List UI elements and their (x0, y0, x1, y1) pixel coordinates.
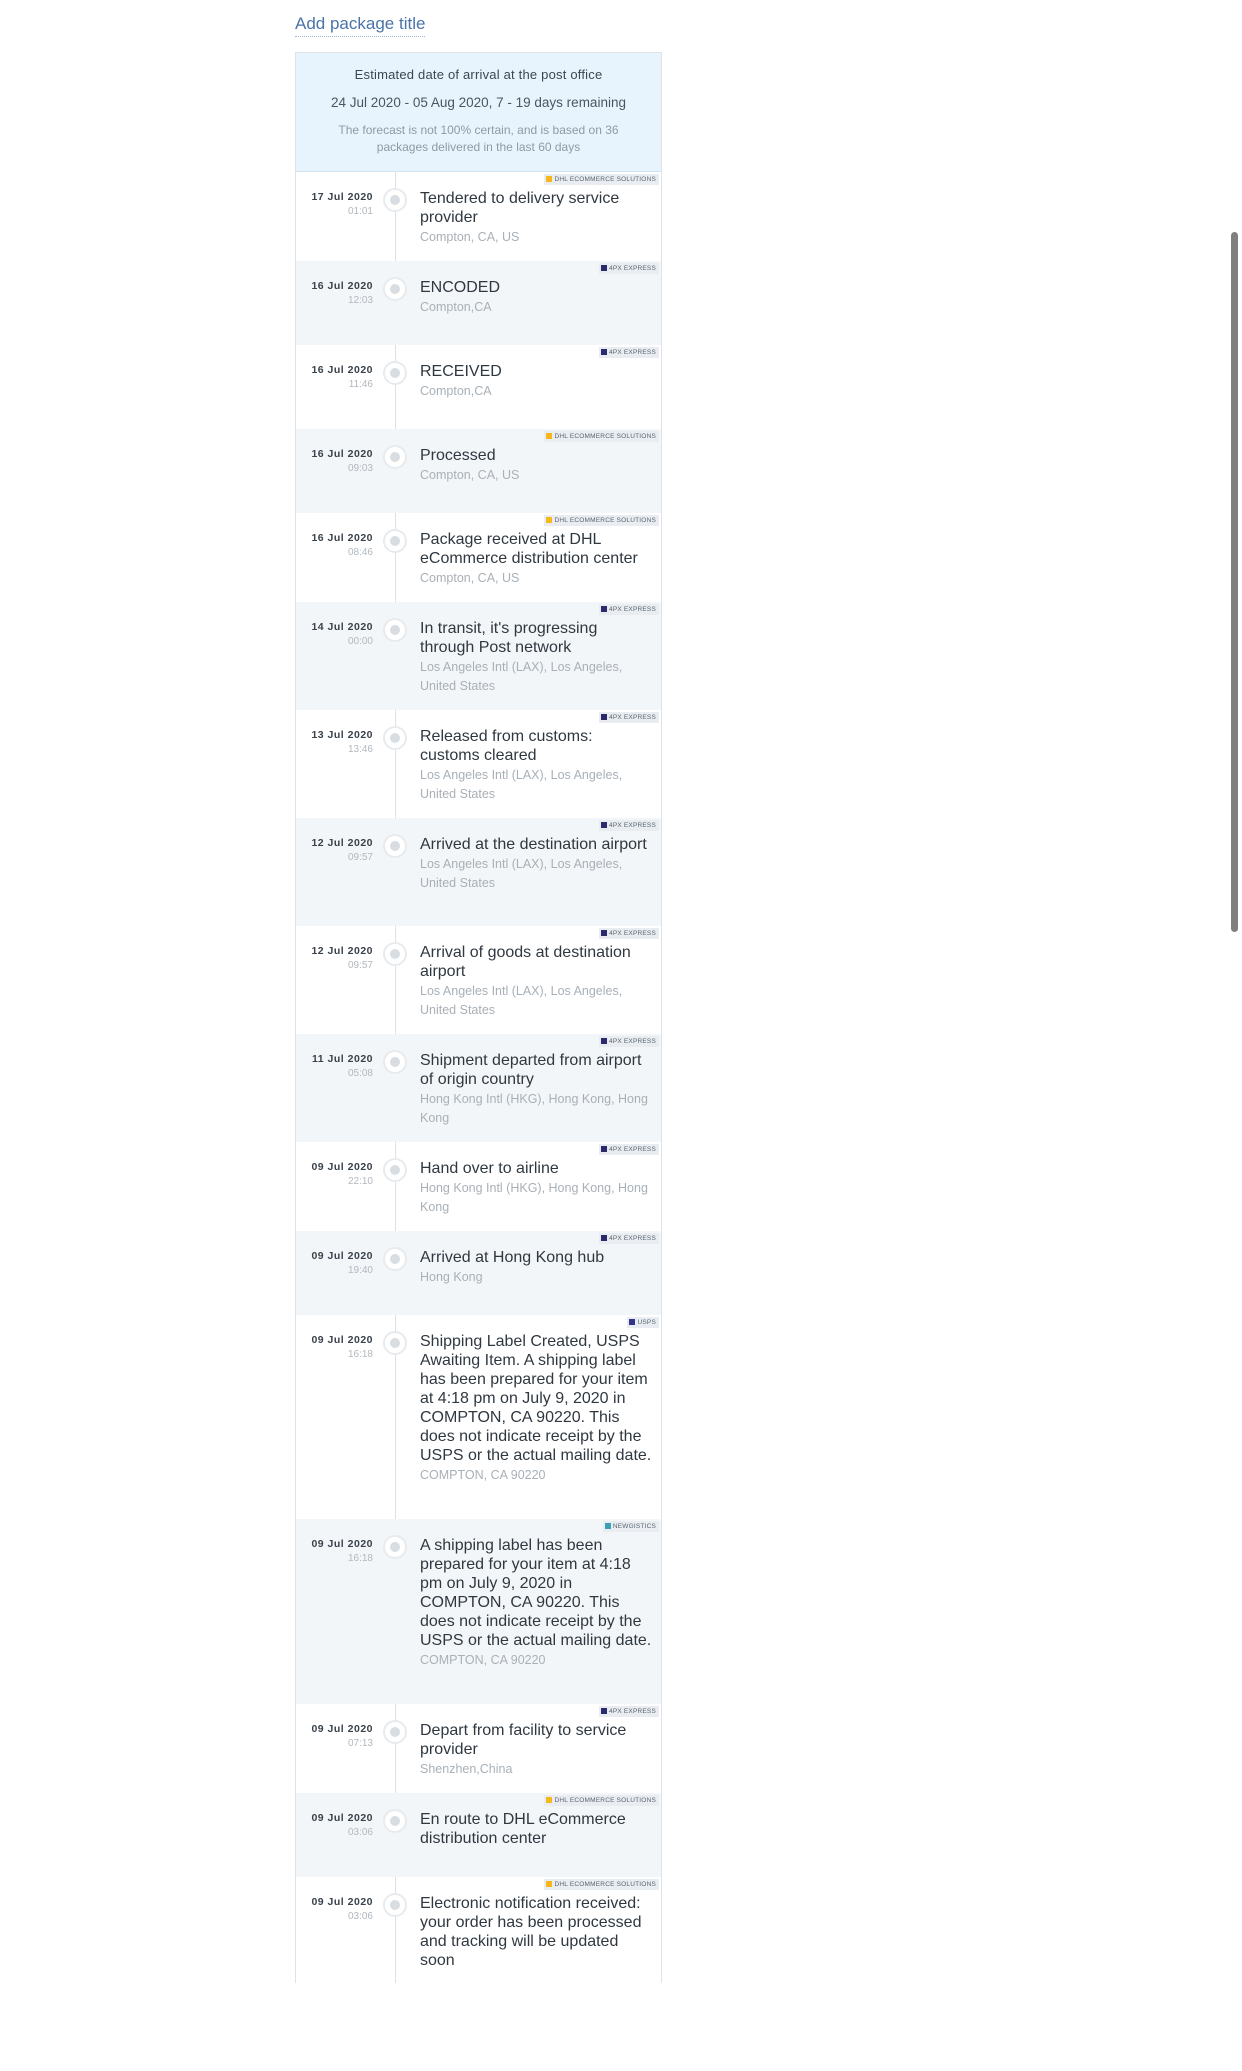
eta-title: Estimated date of arrival at the post office (354, 67, 603, 82)
carrier-badge (599, 347, 659, 358)
event-time: 19:40 (347, 1265, 373, 1276)
event-time: 03:06 (347, 1911, 373, 1922)
add-package-title-link[interactable]: Add package title (295, 14, 425, 37)
carrier-badge (599, 820, 659, 831)
event-date: 09 Jul 2020 (311, 1896, 373, 1908)
event-date: 16 Jul 2020 (311, 280, 373, 292)
event-description: A shipping label has been prepared for your item at 4:18 pm on July 9, 2020 in COMPTON, CA 90220. This does not indicate receipt by the USPS or the actual mailing date. (420, 1537, 652, 1649)
timeline-dot-icon (383, 1893, 407, 1917)
event-location: Los Angeles Intl (LAX), Los Angeles, United States (420, 984, 623, 1017)
timeline-dot-icon (383, 1720, 407, 1744)
carrier-logo-icon (601, 265, 607, 271)
event-row (296, 710, 661, 818)
timeline-dot-icon (383, 188, 407, 212)
timeline-dot-icon (383, 1535, 407, 1559)
carrier-logo-icon (546, 433, 552, 439)
eta-range: 24 Jul 2020 - 05 Aug 2020, 7 - 19 days remaining (331, 95, 626, 110)
timeline-dot-icon (383, 277, 407, 301)
event-time: 07:13 (347, 1738, 373, 1749)
scrollbar[interactable] (1231, 232, 1238, 932)
carrier-name: DHL ECOMMERCE SOLUTIONS (554, 176, 656, 183)
carrier-name: 4PX EXPRESS (609, 714, 656, 721)
event-time: 16:18 (347, 1349, 373, 1360)
event-row (296, 1142, 661, 1231)
timeline-dot-icon (383, 942, 407, 966)
carrier-name: 4PX EXPRESS (609, 1146, 656, 1153)
carrier-logo-icon (601, 1708, 607, 1714)
carrier-logo-icon (601, 714, 607, 720)
timeline-dot-icon (383, 1158, 407, 1182)
event-description: Arrival of goods at destination airport (420, 944, 631, 980)
event-row (296, 429, 661, 513)
timeline-dot-icon (383, 726, 407, 750)
carrier-badge (599, 1036, 659, 1047)
event-time: 22:10 (347, 1176, 373, 1187)
timeline-dot-icon (383, 834, 407, 858)
event-date: 12 Jul 2020 (311, 837, 373, 849)
event-location: Compton,CA (420, 384, 492, 398)
timeline-dot-icon (383, 361, 407, 385)
event-time: 05:08 (347, 1068, 373, 1079)
event-row (296, 1034, 661, 1142)
event-row (296, 345, 661, 429)
event-row (296, 1315, 661, 1519)
carrier-badge (599, 263, 659, 274)
event-location: Compton, CA, US (420, 230, 520, 244)
timeline-dot-icon (383, 1809, 407, 1833)
carrier-badge (544, 431, 659, 442)
carrier-logo-icon (629, 1319, 635, 1325)
timeline-dot-icon (383, 618, 407, 642)
carrier-badge (544, 515, 659, 526)
event-description: ENCODED (420, 279, 501, 296)
event-time: 16:18 (347, 1553, 373, 1564)
carrier-logo-icon (601, 930, 607, 936)
event-row (296, 1519, 661, 1704)
event-location: COMPTON, CA 90220 (420, 1653, 546, 1667)
event-description: Arrived at Hong Kong hub (420, 1249, 605, 1266)
event-location: Compton, CA, US (420, 571, 520, 585)
event-time: 03:06 (347, 1827, 373, 1838)
carrier-logo-icon (601, 349, 607, 355)
event-list (296, 172, 661, 1977)
carrier-name: DHL ECOMMERCE SOLUTIONS (554, 517, 656, 524)
carrier-name: 4PX EXPRESS (609, 930, 656, 937)
event-description: Electronic notification received: your order has been processed and tracking will be updated soon (420, 1895, 642, 1969)
event-location: Hong Kong (420, 1270, 483, 1284)
timeline-dot-icon (383, 1050, 407, 1074)
carrier-logo-icon (601, 1235, 607, 1241)
carrier-badge (544, 1879, 659, 1890)
eta-box (296, 53, 661, 172)
timeline-dot-icon (383, 1247, 407, 1271)
event-date: 09 Jul 2020 (311, 1334, 373, 1346)
carrier-logo-icon (601, 822, 607, 828)
event-location: Shenzhen,China (420, 1762, 513, 1776)
event-time: 09:57 (347, 852, 373, 863)
carrier-badge (599, 1706, 659, 1717)
event-row (296, 172, 661, 261)
carrier-logo-icon (601, 1146, 607, 1152)
event-row (296, 1793, 661, 1877)
event-date: 09 Jul 2020 (311, 1812, 373, 1824)
event-description: RECEIVED (420, 363, 502, 380)
carrier-badge (599, 712, 659, 723)
carrier-logo-icon (605, 1523, 611, 1529)
carrier-name: 4PX EXPRESS (609, 1038, 656, 1045)
event-location: Los Angeles Intl (LAX), Los Angeles, United States (420, 660, 623, 693)
event-time: 11:46 (348, 379, 373, 390)
tracking-panel (295, 52, 662, 1983)
event-row (296, 513, 661, 602)
event-description: Arrived at the destination airport (420, 836, 647, 853)
event-date: 12 Jul 2020 (311, 945, 373, 957)
carrier-badge (544, 1795, 659, 1806)
carrier-name: 4PX EXPRESS (609, 822, 656, 829)
event-date: 09 Jul 2020 (311, 1161, 373, 1173)
carrier-name: 4PX EXPRESS (609, 349, 656, 356)
event-description: In transit, it's progressing through Post network (420, 620, 598, 656)
carrier-name: DHL ECOMMERCE SOLUTIONS (554, 1797, 656, 1804)
eta-note: The forecast is not 100% certain, and is based on 36 packages delivered in the last 60 days (338, 123, 619, 154)
event-date: 09 Jul 2020 (311, 1250, 373, 1262)
event-time: 00:00 (347, 636, 373, 647)
event-row (296, 926, 661, 1034)
event-description: Shipment departed from airport of origin country (420, 1052, 642, 1088)
event-location: COMPTON, CA 90220 (420, 1468, 546, 1482)
carrier-name: DHL ECOMMERCE SOLUTIONS (554, 1881, 656, 1888)
event-location: Compton, CA, US (420, 468, 520, 482)
event-description: Released from customs: customs cleared (420, 728, 593, 764)
carrier-name: NEWGISTICS (612, 1523, 656, 1530)
event-row (296, 818, 661, 926)
event-description: En route to DHL eCommerce distribution center (420, 1811, 626, 1847)
event-time: 09:57 (347, 960, 373, 971)
carrier-name: 4PX EXPRESS (609, 1708, 656, 1715)
carrier-logo-icon (546, 517, 552, 523)
event-date: 17 Jul 2020 (311, 191, 373, 203)
event-time: 12:03 (347, 295, 373, 306)
event-description: Hand over to airline (420, 1160, 559, 1177)
event-time: 01:01 (347, 206, 373, 217)
carrier-logo-icon (546, 176, 552, 182)
event-row (296, 1877, 661, 1977)
event-row (296, 1231, 661, 1315)
event-date: 09 Jul 2020 (311, 1723, 373, 1735)
event-description: Package received at DHL eCommerce distribution center (420, 531, 638, 567)
event-date: 09 Jul 2020 (311, 1538, 373, 1550)
event-date: 16 Jul 2020 (311, 532, 373, 544)
carrier-badge (599, 604, 659, 615)
event-row (296, 602, 661, 710)
carrier-name: USPS (637, 1319, 656, 1326)
event-date: 14 Jul 2020 (311, 621, 373, 633)
carrier-name: 4PX EXPRESS (609, 265, 656, 272)
event-description: Depart from facility to service provider (420, 1722, 627, 1758)
carrier-badge (599, 1233, 659, 1244)
event-location: Hong Kong Intl (HKG), Hong Kong, Hong Kong (420, 1181, 648, 1214)
event-location: Compton,CA (420, 300, 492, 314)
event-location: Hong Kong Intl (HKG), Hong Kong, Hong Kong (420, 1092, 648, 1125)
event-time: 09:03 (347, 463, 373, 474)
carrier-badge (599, 1144, 659, 1155)
event-date: 13 Jul 2020 (311, 729, 373, 741)
event-time: 13:46 (347, 744, 373, 755)
event-date: 11 Jul 2020 (312, 1053, 373, 1065)
carrier-logo-icon (546, 1797, 552, 1803)
event-location: Los Angeles Intl (LAX), Los Angeles, United States (420, 768, 623, 801)
event-description: Tendered to delivery service provider (420, 190, 620, 226)
event-time: 08:46 (347, 547, 373, 558)
event-description: Processed (420, 447, 496, 464)
event-location: Los Angeles Intl (LAX), Los Angeles, United States (420, 857, 623, 890)
carrier-name: 4PX EXPRESS (609, 606, 656, 613)
timeline-dot-icon (383, 445, 407, 469)
carrier-logo-icon (546, 1881, 552, 1887)
event-row (296, 1704, 661, 1793)
carrier-badge (544, 174, 659, 185)
event-row (296, 261, 661, 345)
carrier-badge (599, 928, 659, 939)
carrier-badge (627, 1317, 659, 1328)
event-description: Shipping Label Created, USPS Awaiting Item. A shipping label has been prepared for your item at 4:18 pm on July 9, 2020 in COMPTON, CA 90220. This does not indicate receipt by the USPS or the actual mailing date. (420, 1333, 652, 1464)
carrier-logo-icon (601, 606, 607, 612)
timeline-dot-icon (383, 1331, 407, 1355)
event-date: 16 Jul 2020 (311, 364, 373, 376)
timeline-dot-icon (383, 529, 407, 553)
carrier-logo-icon (601, 1038, 607, 1044)
carrier-name: 4PX EXPRESS (609, 1235, 656, 1242)
carrier-badge (603, 1521, 659, 1532)
carrier-name: DHL ECOMMERCE SOLUTIONS (554, 433, 656, 440)
event-date: 16 Jul 2020 (311, 448, 373, 460)
